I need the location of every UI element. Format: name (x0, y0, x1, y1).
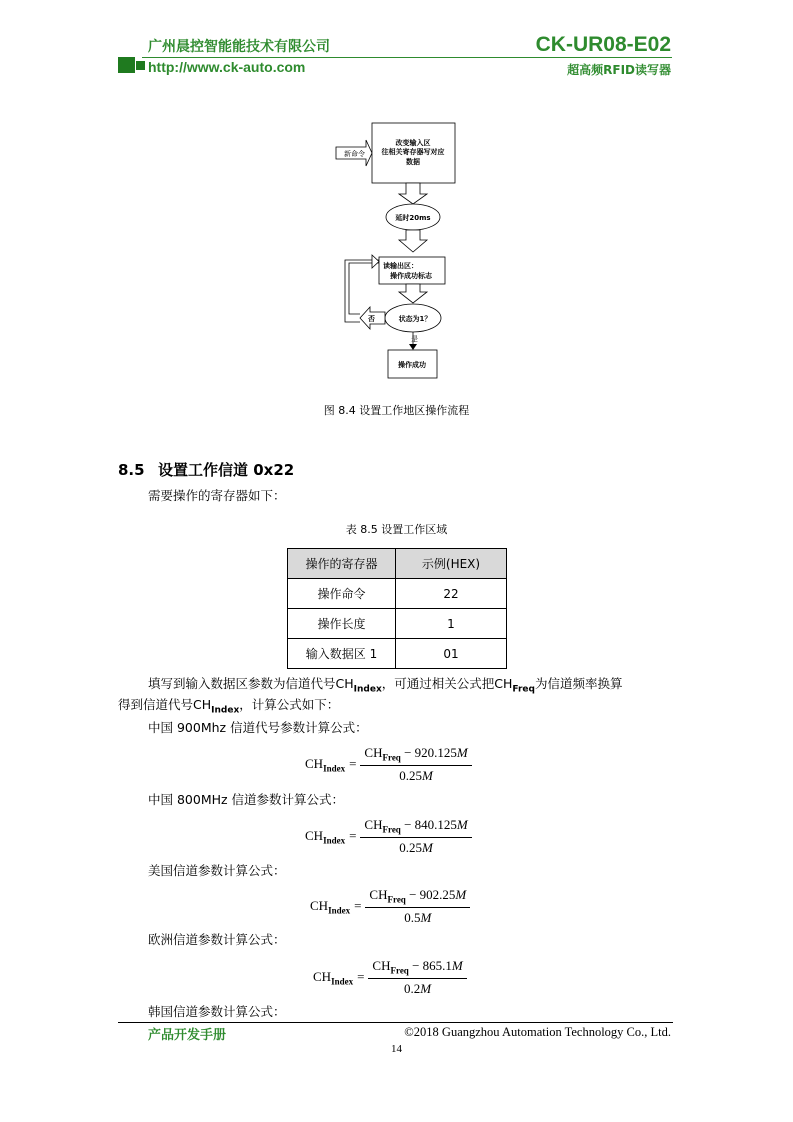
section-intro: 需要操作的寄存器如下： (148, 488, 286, 503)
model-number: CK-UR08-E02 (535, 33, 671, 56)
table-header-row (288, 549, 507, 579)
section-heading: 设置工作信道 0x22 (158, 461, 295, 479)
table-cell: 22 (396, 579, 507, 609)
body-paragraph-line1: 填写到输入数据区参数为信道代号$CH_{Index}$，可通过相关公式把$CH_{Freq}$为信道频率换算 (148, 676, 623, 695)
company-name: 广州晨控智能能技术有限公司 (148, 39, 330, 55)
formula: $CH_{Index}$ = $\frac{CH_{Freq} - 840.125M}{0.25M}$ (305, 817, 472, 856)
body-paragraph-line2: 得到信道代号$CH_{Index}$，计算公式如下： (118, 697, 340, 716)
arrow-down-3 (399, 284, 427, 303)
product-name: 超高频RFID读写器 (567, 63, 671, 77)
formula-label: 中国 900Mhz 信道代号参数计算公式： (148, 720, 368, 735)
step2-line1: 读输出区： (383, 262, 418, 270)
page-number: 14 (391, 1043, 402, 1055)
formula: $CH_{Index}$ = $\frac{CH_{Freq} - 920.125M}{0.25M}$ (305, 745, 472, 784)
table-row (288, 609, 507, 639)
step1-line1: 改变输入区 (395, 139, 431, 147)
footer-title: 产品开发手册 (148, 1028, 227, 1043)
arrow-down-1 (399, 183, 427, 204)
step1-line2: 往相关寄存器写对应 (381, 148, 445, 156)
table-header-cell: 示例(HEX) (396, 549, 507, 579)
section-title (118, 459, 294, 480)
header-divider (142, 57, 672, 58)
table-cell: 01 (396, 639, 507, 669)
company-url[interactable]: http://www.ck-auto.com (148, 59, 306, 75)
decision-label: 状态为1？ (398, 315, 432, 323)
formula-label: 美国信道参数计算公式： (148, 863, 286, 878)
formula: $CH_{Index}$ = $\frac{CH_{Freq} - 865.1M}{0.2M}$ (313, 958, 467, 997)
register-table (287, 548, 507, 669)
delay-label: 延时20ms (395, 214, 431, 222)
section-number: 8.5 (118, 461, 145, 479)
table-caption: 表 8.5 设置工作区域 (345, 523, 448, 536)
table-cell: 操作命令 (288, 579, 396, 609)
step2-line2: 操作成功标志 (390, 272, 432, 280)
table-cell: 操作长度 (288, 609, 396, 639)
formula: $CH_{Index}$ = $\frac{CH_{Freq} - 902.25M}{0.5M}$ (310, 887, 470, 926)
no-label: 否 (368, 315, 375, 323)
footer-divider (118, 1022, 673, 1023)
table-row (288, 579, 507, 609)
done-label: 操作成功 (398, 361, 426, 369)
yes-label: 是 (411, 335, 418, 343)
header-logo-square-icon (118, 57, 135, 73)
arrow-down-2 (399, 230, 427, 252)
input-label: 新命令 (344, 150, 365, 158)
table-cell: 输入数据区 1 (288, 639, 396, 669)
formula-label: 欧洲信道参数计算公式： (148, 932, 286, 947)
step1-line3: 数据 (406, 158, 420, 166)
flowchart (330, 118, 470, 383)
header-logo-small-square-icon (136, 61, 145, 70)
table-header-cell: 操作的寄存器 (288, 549, 396, 579)
figure-caption: 图 8.4 设置工作地区操作流程 (323, 404, 470, 417)
formula-label: 韩国信道参数计算公式： (148, 1004, 286, 1019)
table-row (288, 639, 507, 669)
footer-copyright: ©2018 Guangzhou Automation Technology Co., Ltd. (404, 1025, 671, 1039)
table-cell: 1 (396, 609, 507, 639)
yes-arrow (409, 344, 417, 350)
formula-label: 中国 800MHz 信道参数计算公式： (148, 792, 345, 807)
